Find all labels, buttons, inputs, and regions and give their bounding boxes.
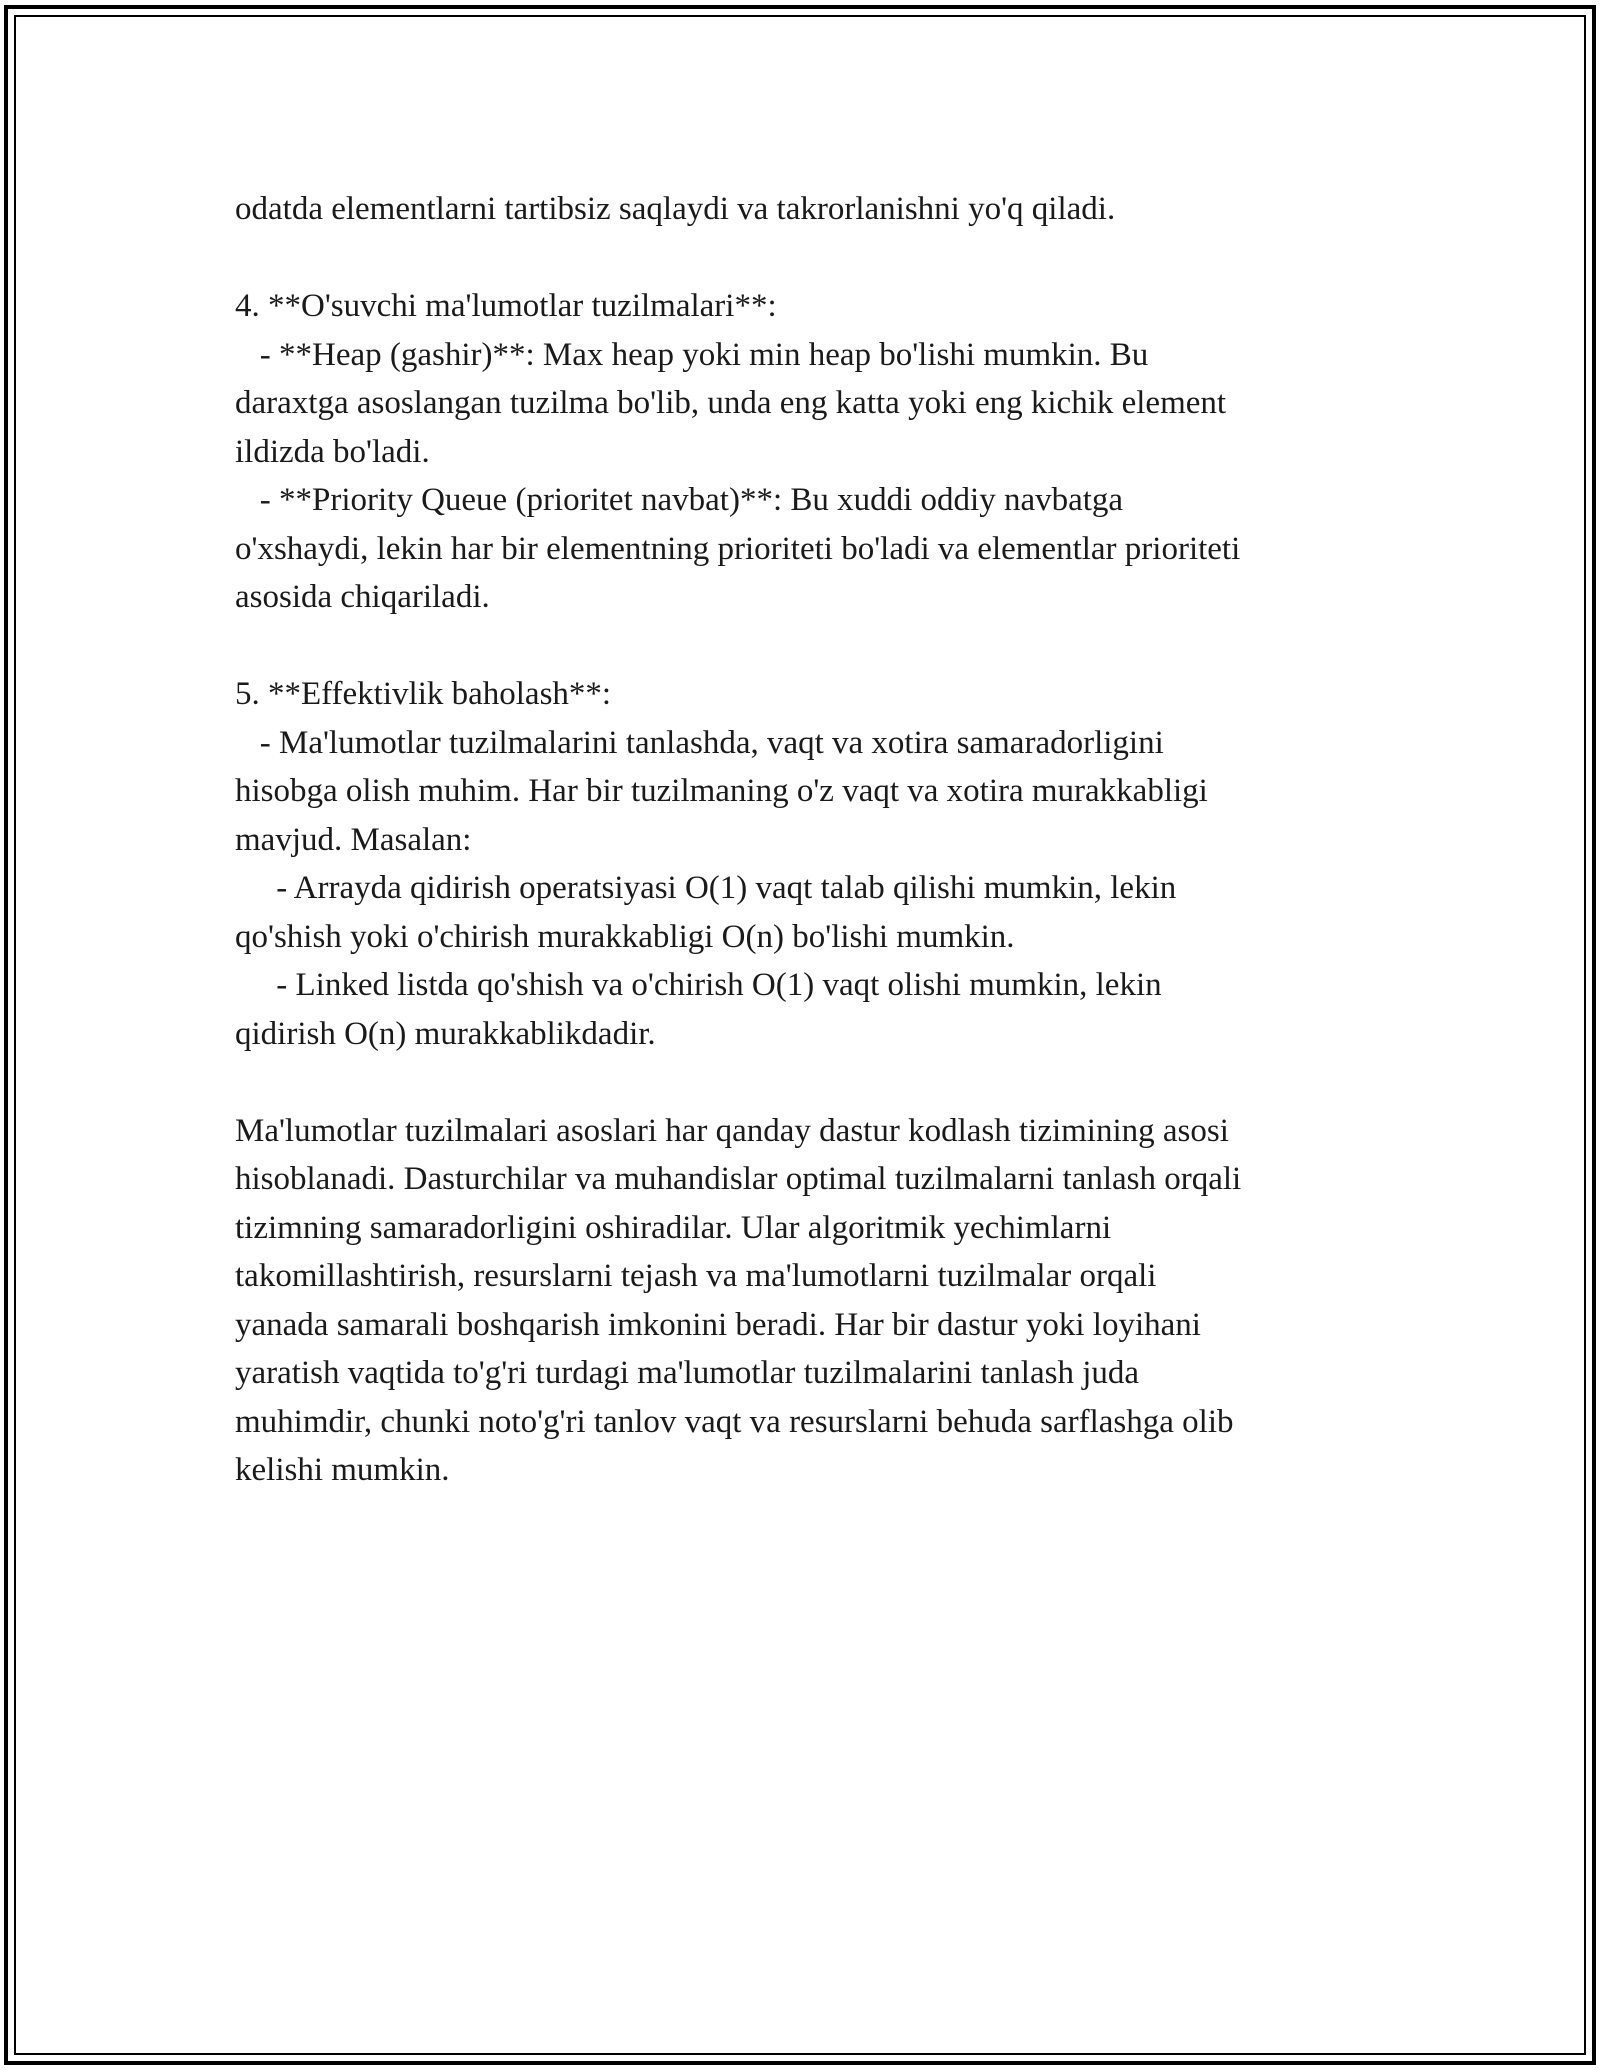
text-line: - Ma'lumotlar tuzilmalarini tanlashda, vaqt va xotira samaradorligini bbox=[235, 724, 1164, 761]
text-line: - Arrayda qidirish operatsiyasi O(1) vaqt talab qilishi mumkin, lekin bbox=[235, 870, 1177, 906]
text-line: ildizda bo'ladi. bbox=[235, 433, 430, 470]
text-line: kelishi mumkin. bbox=[235, 1452, 450, 1488]
text-line: - **Heap (gashir)**: Max heap yoki min heap bo'lishi mumkin. Bu bbox=[235, 336, 1149, 373]
text-line: yanada samarali boshqarish imkonini beradi. Har bir dastur yoki loyihani bbox=[235, 1306, 1201, 1343]
text-line: tizimning samaradorligini oshiradilar. Ular algoritmik yechimlarni bbox=[235, 1209, 1112, 1246]
text-line: asosida chiqariladi. bbox=[235, 579, 490, 615]
section-heading: 4. **O'suvchi ma'lumotlar tuzilmalari**: bbox=[235, 288, 777, 324]
text-line: qidirish O(n) murakkablikdadir. bbox=[235, 1015, 656, 1052]
text-line: takomillashtirish, resurslarni tejash va ma'lumotlarni tuzilmalar orqali bbox=[235, 1258, 1157, 1294]
blank-line bbox=[235, 234, 1365, 283]
text-line: odatda elementlarni tartibsiz saqlaydi va takrorlanishni yo'q qiladi. bbox=[235, 191, 1116, 227]
blank-line bbox=[235, 622, 1365, 671]
text-line: hisoblanadi. Dasturchilar va muhandislar optimal tuzilmalarni tanlash orqali bbox=[235, 1161, 1242, 1197]
text-line: muhimdir, chunki noto'g'ri tanlov vaqt va resurslarni behuda sarflashga olib bbox=[235, 1403, 1234, 1440]
blank-line bbox=[235, 1058, 1365, 1107]
text-line: qo'shish yoki o'chirish murakkabligi O(n) bo'lishi mumkin. bbox=[235, 918, 1015, 955]
text-line: mavjud. Masalan: bbox=[235, 821, 472, 858]
document-body bbox=[235, 185, 1365, 1495]
text-line: - Linked listda qo'shish va o'chirish O(1) vaqt olishi mumkin, lekin bbox=[235, 967, 1162, 1003]
section-heading: 5. **Effektivlik baholash**: bbox=[235, 676, 612, 712]
text-line: hisobga olish muhim. Har bir tuzilmaning o'z vaqt va xotira murakkabligi bbox=[235, 773, 1208, 809]
text-line: o'xshaydi, lekin har bir elementning prioriteti bo'ladi va elementlar prioriteti bbox=[235, 530, 1241, 567]
text-line: Ma'lumotlar tuzilmalari asoslari har qanday dastur kodlash tizimining asosi bbox=[235, 1112, 1229, 1149]
text-line: yaratish vaqtida to'g'ri turdagi ma'lumotlar tuzilmalarini tanlash juda bbox=[235, 1355, 1140, 1391]
text-line: daraxtga asoslangan tuzilma bo'lib, unda eng katta yoki eng kichik element bbox=[235, 385, 1227, 421]
text-line: - **Priority Queue (prioritet navbat)**: Bu xuddi oddiy navbatga bbox=[235, 482, 1124, 518]
